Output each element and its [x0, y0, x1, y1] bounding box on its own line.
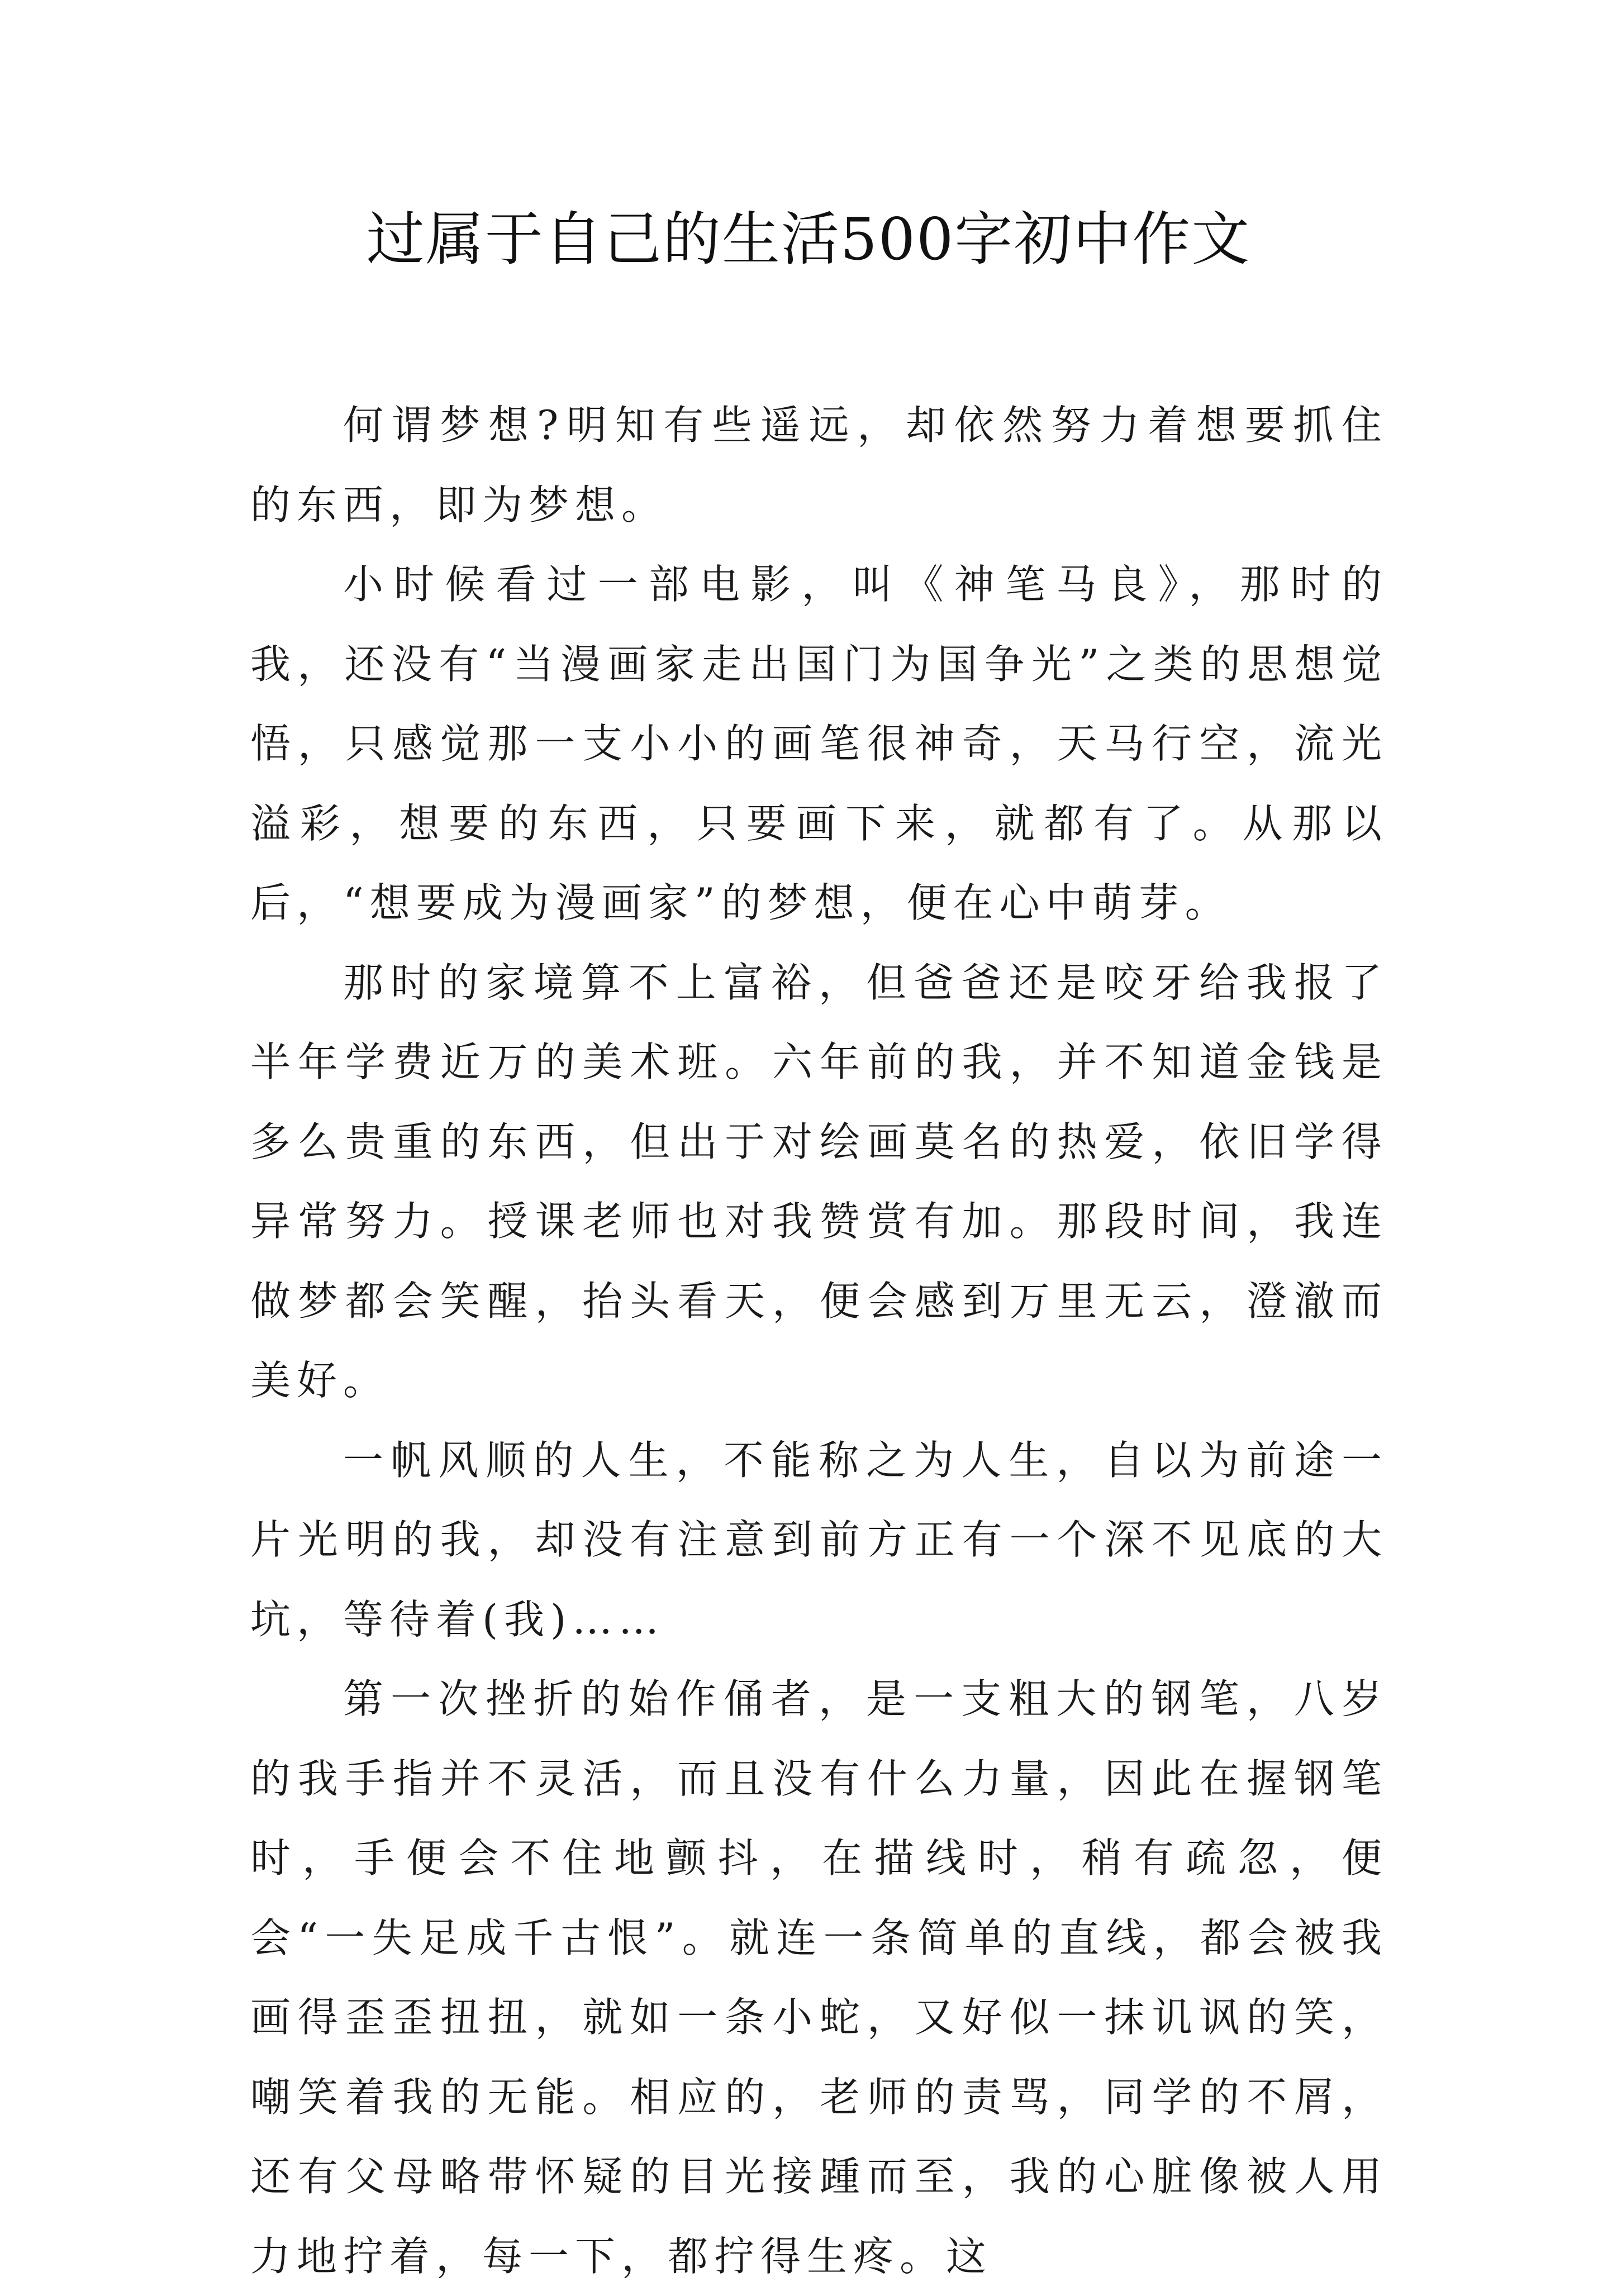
document-body	[250, 385, 1388, 2296]
paragraph-2: 小时候看过一部电影，叫《神笔马良》，那时的我，还没有“当漫画家走出国门为国争光”之类的思想觉悟，只感觉那一支小小的画笔很神奇，天马行空，流光溢彩，想要的东西，只要画下来，就都有了。从那以后，“想要成为漫画家”的梦想，便在心中萌芽。	[250, 561, 1388, 926]
document-title: 过属于自己的生活500字初中作文	[366, 205, 1251, 273]
paragraph-3: 那时的家境算不上富裕，但爸爸还是咬牙给我报了半年学费近万的美术班。六年前的我，并不知道金钱是多么贵重的东西，但出于对绘画莫名的热爱，依旧学得异常努力。授课老师也对我赞赏有加。那段时间，我连做梦都会笑醒，抬头看天，便会感到万里无云，澄澈而美好。	[250, 959, 1388, 1404]
paragraph-4: 一帆风顺的人生，不能称之为人生，自以为前途一片光明的我，却没有注意到前方正有一个深不见底的大坑，等待着(我)……	[250, 1436, 1388, 1643]
paragraph-1: 何谓梦想?明知有些遥远，却依然努力着想要抓住的东西，即为梦想。	[250, 402, 1388, 528]
paragraph-5: 第一次挫折的始作俑者，是一支粗大的钢笔，八岁的我手指并不灵活，而且没有什么力量，因此在握钢笔时，手便会不住地颤抖，在描线时，稍有疏忽，便会“一失足成千古恨”。就连一条简单的直线，都会被我画得歪歪扭扭，就如一条小蛇，又好似一抹讥讽的笑，嘲笑着我的无能。相应的，老师的责骂，同学的不屑，还有父母略带怀疑的目光接踵而至，我的心脏像被人用力地拧着，每一下，都拧得生疼。这	[250, 1675, 1388, 2280]
